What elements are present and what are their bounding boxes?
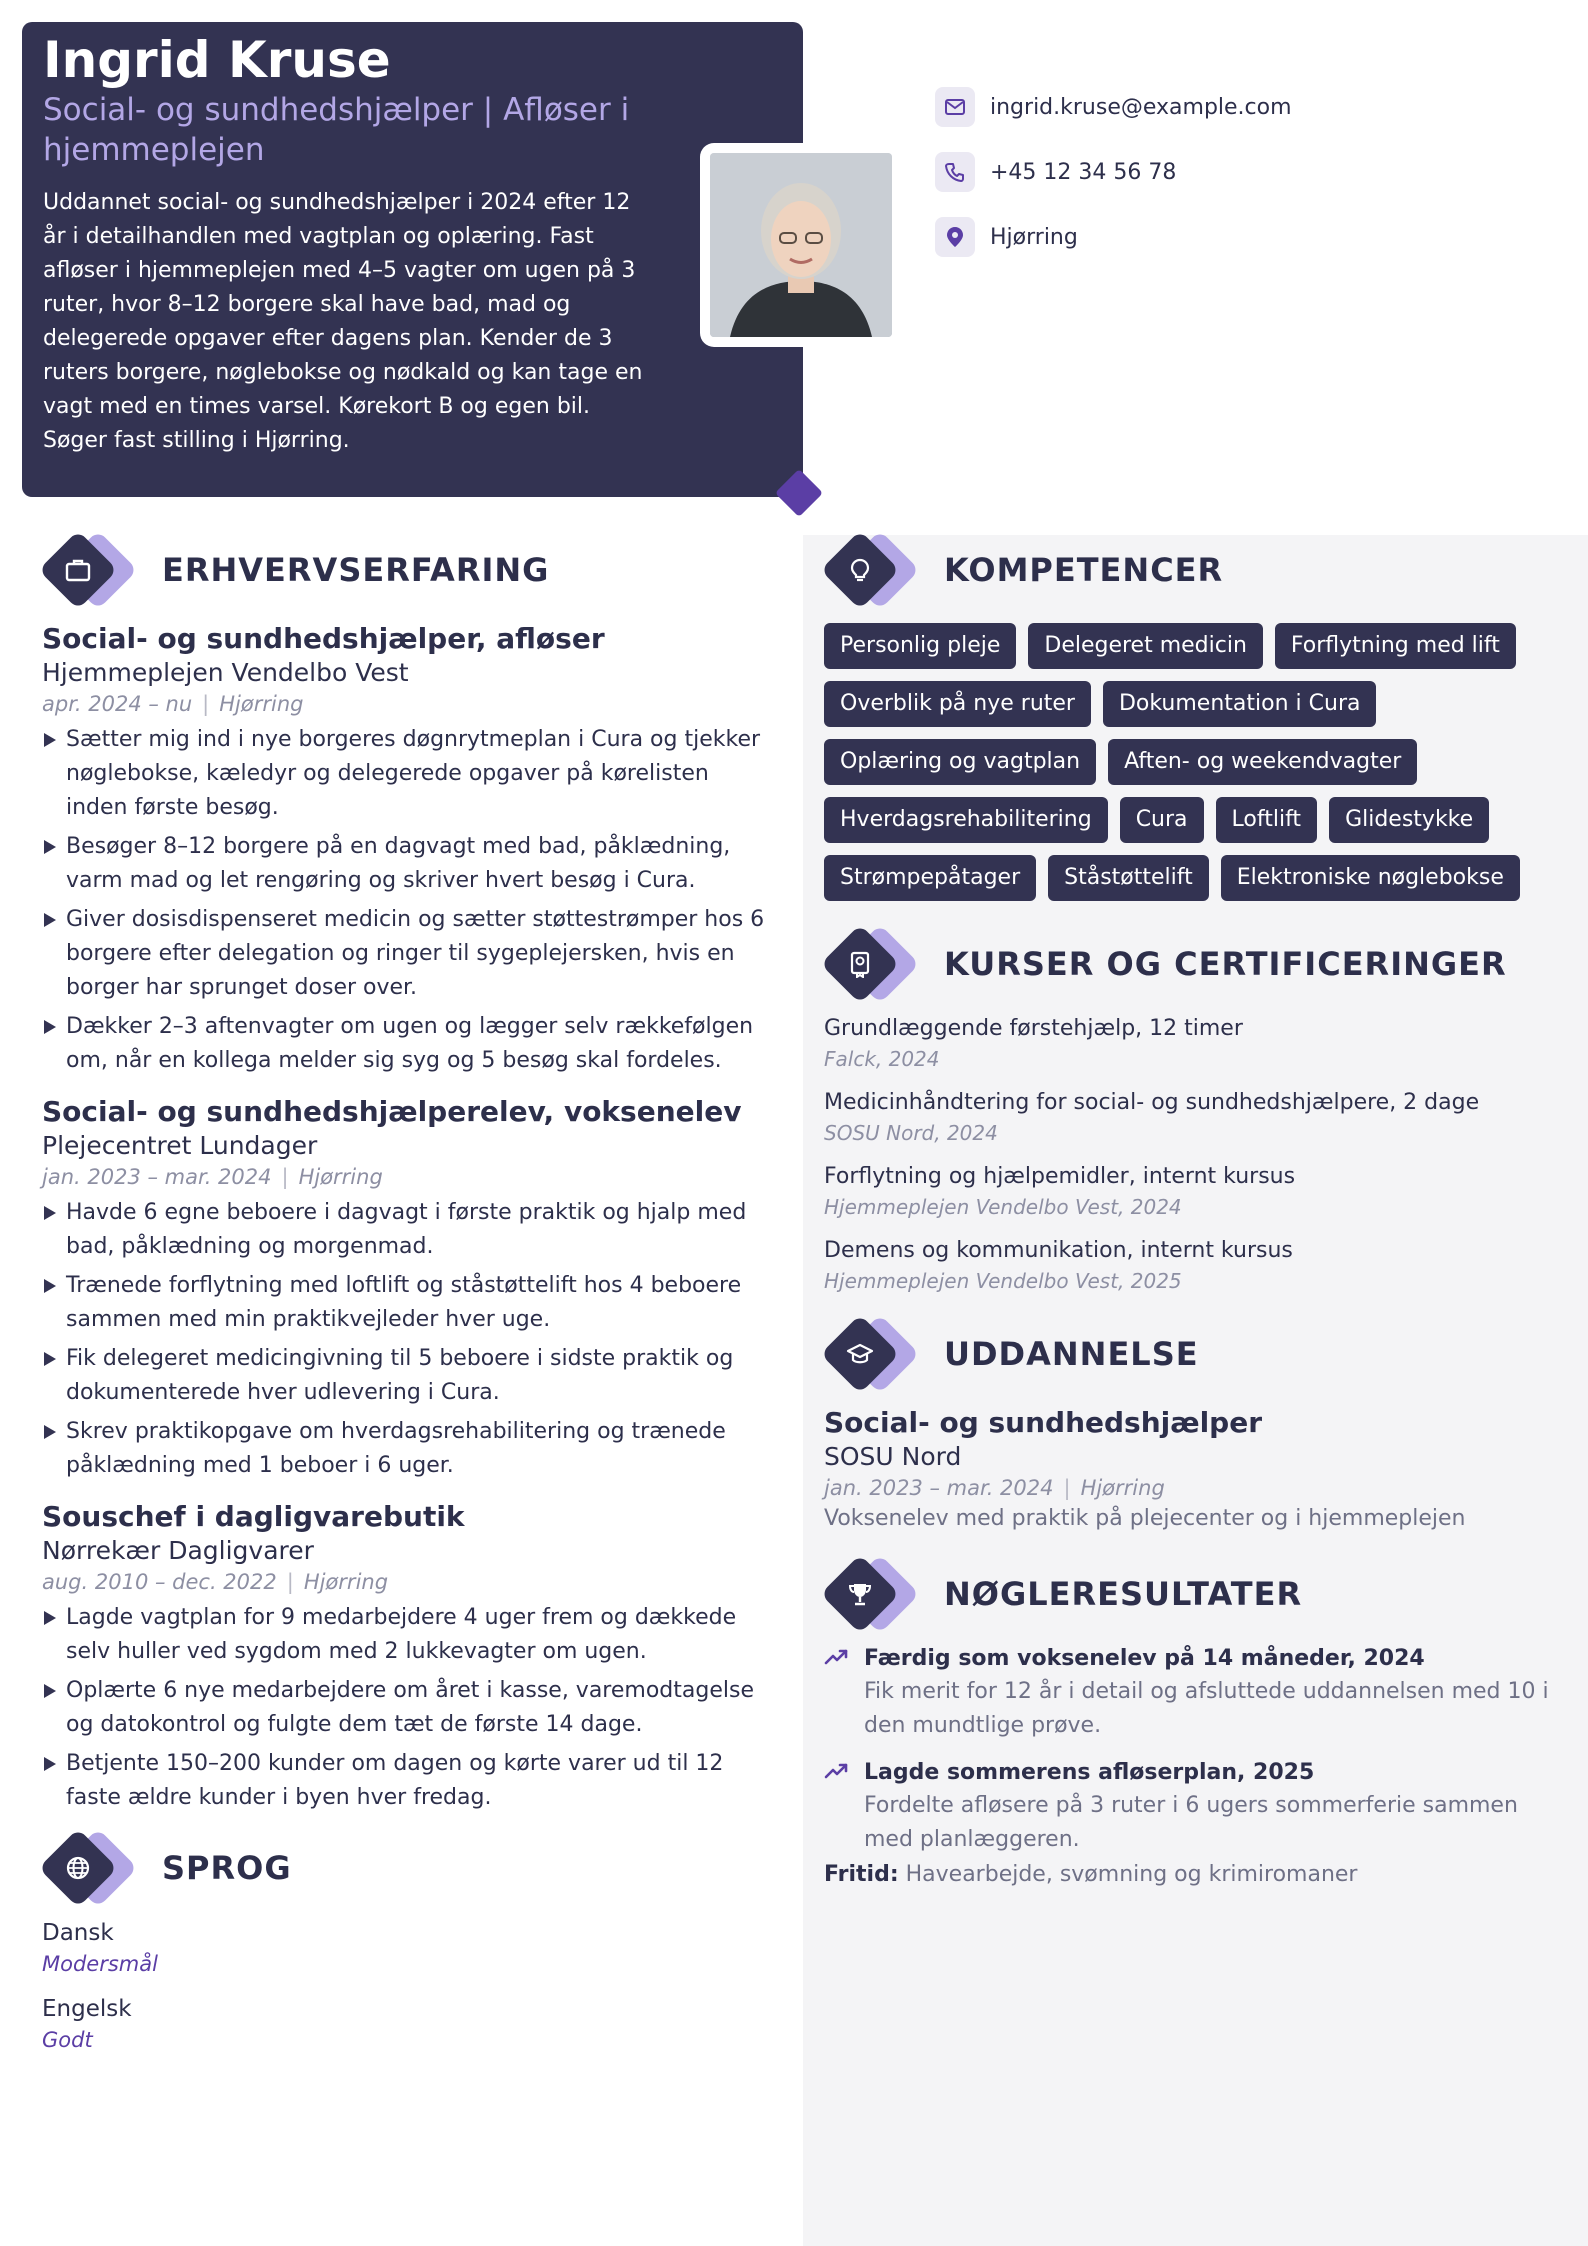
education-location: Hjørring <box>1080 1476 1165 1500</box>
job-bullets <box>42 1196 772 1483</box>
right-column <box>824 535 1564 1891</box>
result-list <box>824 1643 1564 1857</box>
course-name: Forflytning og hjælpemidler, internt kursus <box>824 1164 1296 1189</box>
candidate-headline: Social- og sundhedshjælper | Afløser i hjemmeplejen <box>43 92 630 168</box>
bullet-item: Dækker 2–3 aftenvagter om ugen og lægger selv rækkefølgen om, når en kollega melder sig syg og 5 besøg skal fordeles. <box>42 1010 772 1078</box>
education-description: Voksenelev med praktik på plejecenter og i hjemmeplejen <box>824 1506 1466 1531</box>
left-column <box>42 535 772 2055</box>
job-entry <box>42 1094 772 1483</box>
experience-header <box>42 535 772 605</box>
education-entry <box>824 1405 1564 1535</box>
language-item <box>42 1993 772 2055</box>
job-employer: Nørrekær Dagligvarer <box>42 1536 314 1565</box>
education-school: SOSU Nord <box>824 1442 962 1471</box>
result-title: Færdig som voksenelev på 14 måneder, 2024 <box>864 1646 1425 1671</box>
job-meta <box>42 689 772 719</box>
bullet-item: Skrev praktikopgave om hverdagsrehabilitering og trænede påklædning med 1 beboer i 6 uger. <box>42 1415 772 1483</box>
job-title: Social- og sundhedshjælperelev, voksenelev <box>42 1095 742 1128</box>
bullet-item: Lagde vagtplan for 9 medarbejdere 4 uger frem og dækkede selv huller ved sygdom med 2 lukkevagter om ugen. <box>42 1601 772 1669</box>
briefcase-icon <box>42 530 142 610</box>
language-level: Modersmål <box>42 1952 158 1976</box>
bullet-item: Sætter mig ind i nye borgeres døgnrytmeplan i Cura og tjekker nøglebokse, kæledyr og delegerede opgaver på kørelisten inden første besøg. <box>42 723 772 825</box>
location-text: Hjørring <box>990 224 1078 250</box>
job-title: Souschef i dagligvarebutik <box>42 1500 465 1533</box>
skill-tag: Ståstøttelift <box>1048 855 1209 901</box>
course-item <box>824 1235 1564 1295</box>
skill-tag: Forflytning med lift <box>1275 623 1516 669</box>
mail-icon <box>935 87 975 127</box>
job-entry <box>42 1499 772 1815</box>
hobby-text: Havearbejde, svømning og krimiromaner <box>905 1862 1358 1887</box>
results-title: NØGLERESULTATER <box>944 1575 1303 1613</box>
location-pin-icon <box>935 217 975 257</box>
meta-separator: | <box>286 1570 294 1594</box>
globe-icon <box>42 1828 142 1908</box>
skill-tag: Hverdagsrehabilitering <box>824 797 1108 843</box>
certificate-badge-icon <box>824 924 924 1004</box>
skill-tag: Oplæring og vagtplan <box>824 739 1096 785</box>
skill-tag: Strømpepåtager <box>824 855 1036 901</box>
skills-header <box>824 535 1564 605</box>
bullet-item: Besøger 8–12 borgere på en dagvagt med bad, påklædning, varm mad og let rengøring og skriver hvert besøg i Cura. <box>42 830 772 898</box>
course-provider: Hjemmeplejen Vendelbo Vest, 2025 <box>824 1269 1182 1293</box>
phone-icon <box>935 152 975 192</box>
hobby-label: Fritid: <box>824 1862 899 1887</box>
course-name: Medicinhåndtering for social- og sundhedshjælpere, 2 dage <box>824 1090 1480 1115</box>
result-title: Lagde sommerens afløserplan, 2025 <box>864 1760 1315 1785</box>
language-list <box>42 1917 772 2055</box>
skills-title: KOMPETENCER <box>944 551 1224 589</box>
result-description: Fik merit for 12 år i detail og afsluttede uddannelsen med 10 i den mundtlige prøve. <box>864 1679 1549 1738</box>
lightbulb-icon <box>824 530 924 610</box>
job-bullets <box>42 1601 772 1815</box>
course-list <box>824 1013 1564 1295</box>
contact-phone[interactable] <box>935 150 1292 194</box>
language-name: Dansk <box>42 1920 114 1946</box>
email-text: ingrid.kruse@example.com <box>990 94 1292 120</box>
skill-tag: Glidestykke <box>1329 797 1489 843</box>
contact-email[interactable] <box>935 85 1292 129</box>
trend-up-icon <box>824 1757 864 1857</box>
job-employer: Hjemmeplejen Vendelbo Vest <box>42 658 409 687</box>
course-item <box>824 1161 1564 1221</box>
job-dates: apr. 2024 – nu <box>42 692 193 716</box>
result-description: Fordelte afløsere på 3 ruter i 6 ugers sommerferie sammen med planlæggeren. <box>864 1793 1518 1852</box>
job-meta <box>42 1567 772 1597</box>
course-item <box>824 1013 1564 1073</box>
job-list <box>42 621 772 1815</box>
phone-text: +45 12 34 56 78 <box>990 159 1177 185</box>
languages-header <box>42 1833 772 1903</box>
education-meta: jan. 2023 – mar. 2024 | Hjørring <box>824 1476 1165 1500</box>
result-body <box>864 1757 1564 1857</box>
course-name: Demens og kommunikation, internt kursus <box>824 1238 1293 1263</box>
course-name: Grundlæggende førstehjælp, 12 timer <box>824 1016 1243 1041</box>
profile-summary: Uddannet social- og sundhedshjælper i 2024 efter 12 år i detailhandlen med vagtplan og oplæring. Fast afløser i hjemmeplejen med 4–5 vagter om ugen på 3 ruter, hvor 8–12 borgere skal have bad, mad og delegerede opgaver efter dagens plan. Kender de 3 ruters borgere, nøglebokse og nødkald og kan tage en vagt med en times varsel. Kørekort B og egen bil. Søger fast stilling i Hjørring. <box>43 190 643 453</box>
skill-tag: Elektroniske nøglebokse <box>1221 855 1520 901</box>
results-header <box>824 1559 1564 1629</box>
courses-header <box>824 929 1564 999</box>
profile-photo <box>710 153 892 337</box>
course-provider: Falck, 2024 <box>824 1047 940 1071</box>
profile-photo-frame <box>700 143 902 347</box>
result-item <box>824 1757 1564 1857</box>
job-bullets <box>42 723 772 1078</box>
experience-title: ERHVERVSERFARING <box>162 551 550 589</box>
skill-tag: Overblik på nye ruter <box>824 681 1091 727</box>
education-header <box>824 1319 1564 1389</box>
contact-list <box>935 85 1292 280</box>
languages-title: SPROG <box>162 1849 292 1887</box>
job-location: Hjørring <box>303 1570 389 1594</box>
course-provider: Hjemmeplejen Vendelbo Vest, 2024 <box>824 1195 1182 1219</box>
graduation-cap-icon <box>824 1314 924 1394</box>
trophy-icon <box>824 1554 924 1634</box>
job-location: Hjørring <box>298 1165 383 1189</box>
courses-title: KURSER OG CERTIFICERINGER <box>944 945 1507 983</box>
education-title: UDDANNELSE <box>944 1335 1199 1373</box>
language-item <box>42 1917 772 1979</box>
bullet-item: Fik delegeret medicingivning til 5 beboere i sidste praktik og dokumenterede hver udlevering i Cura. <box>42 1342 772 1410</box>
result-body <box>864 1643 1564 1743</box>
job-dates: jan. 2023 – mar. 2024 <box>42 1165 272 1189</box>
job-employer: Plejecentret Lundager <box>42 1131 318 1160</box>
skill-tag: Loftlift <box>1216 797 1318 843</box>
language-name: Engelsk <box>42 1996 132 2022</box>
skill-tag: Personlig pleje <box>824 623 1016 669</box>
job-meta <box>42 1162 772 1192</box>
skill-tag: Dokumentation i Cura <box>1103 681 1377 727</box>
meta-separator: | <box>202 692 210 716</box>
skill-tag: Aften- og weekendvagter <box>1108 739 1417 785</box>
job-location: Hjørring <box>219 692 304 716</box>
bullet-item: Betjente 150–200 kunder om dagen og kørte varer ud til 12 faste ældre kunder i byen hver fredag. <box>42 1747 772 1815</box>
meta-separator: | <box>281 1165 289 1189</box>
job-entry <box>42 621 772 1078</box>
education-dates: jan. 2023 – mar. 2024 <box>824 1476 1054 1500</box>
bullet-item: Oplærte 6 nye medarbejdere om året i kasse, varemodtagelse og datokontrol og fulgte dem tæt de første 14 dage. <box>42 1674 772 1742</box>
job-title: Social- og sundhedshjælper, afløser <box>42 622 605 655</box>
trend-up-icon <box>824 1643 864 1743</box>
skill-tag: Cura <box>1120 797 1204 843</box>
bullet-item: Havde 6 egne beboere i dagvagt i første praktik og hjalp med bad, påklædning og morgenmad. <box>42 1196 772 1264</box>
language-level: Godt <box>42 2028 93 2052</box>
bullet-item: Giver dosisdispenseret medicin og sætter støttestrømper hos 6 borgere efter delegation og ringer til sygeplejersken, hvis en borger har sprunget doser over. <box>42 903 772 1005</box>
education-degree: Social- og sundhedshjælper <box>824 1406 1263 1439</box>
skill-tag: Delegeret medicin <box>1028 623 1263 669</box>
course-provider: SOSU Nord, 2024 <box>824 1121 998 1145</box>
course-item <box>824 1087 1564 1147</box>
skill-tags <box>824 623 1564 913</box>
hobby-line <box>824 1859 1564 1891</box>
bullet-item: Trænede forflytning med loftlift og ståstøttelift hos 4 beboere sammen med min praktikvejleder hver uge. <box>42 1269 772 1337</box>
result-item <box>824 1643 1564 1743</box>
job-dates: aug. 2010 – dec. 2022 <box>42 1570 277 1594</box>
header-card <box>22 22 803 497</box>
contact-location <box>935 215 1292 259</box>
candidate-name: Ingrid Kruse <box>43 31 391 89</box>
